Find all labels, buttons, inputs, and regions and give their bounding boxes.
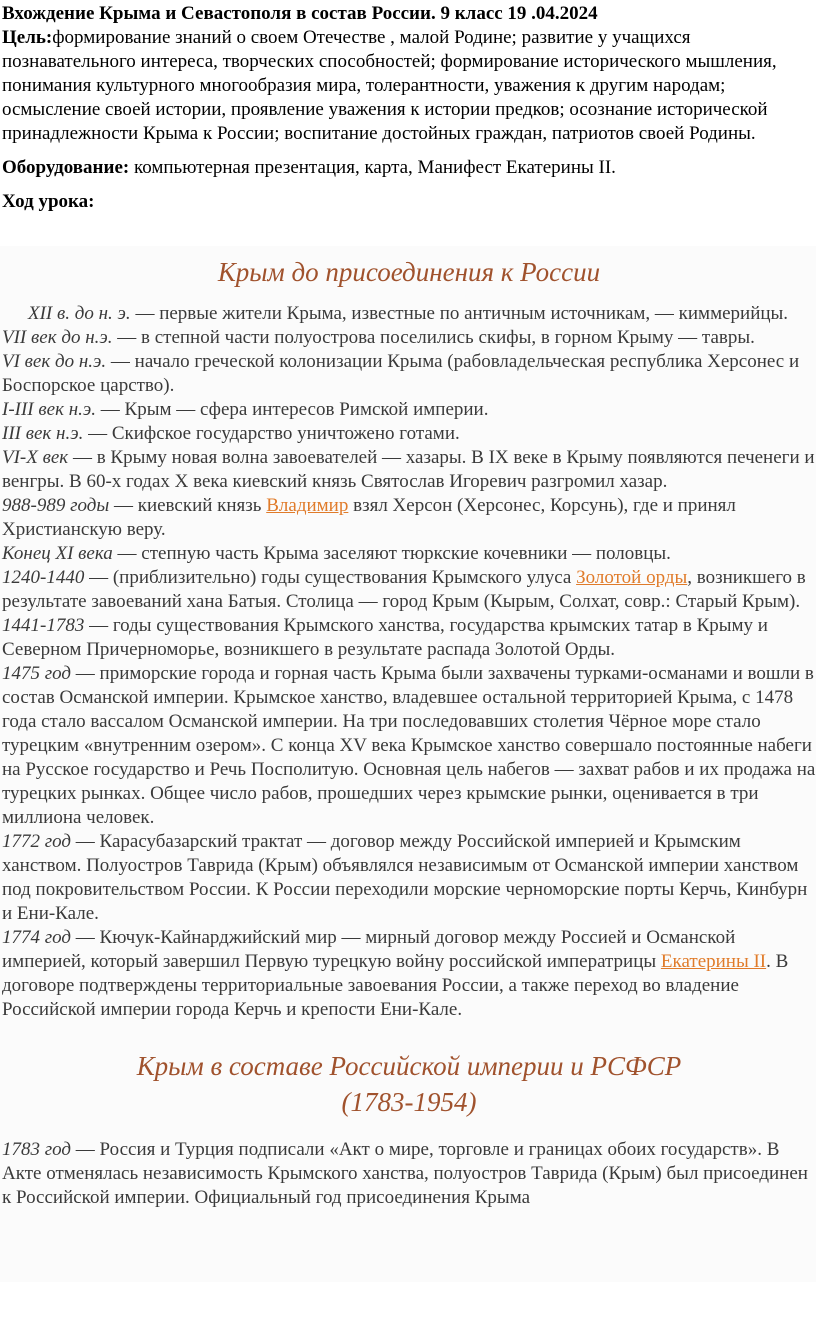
entry-text: — (приблизительно) годы существования Крымского улуса xyxy=(84,567,577,588)
entry-date: 1475 год xyxy=(2,663,72,684)
entry-text: — Крым — сфера интересов Римской империи. xyxy=(96,399,489,420)
timeline-entry xyxy=(2,614,816,662)
entry-date: XII в. до н. э. xyxy=(28,303,131,324)
timeline-section-1 xyxy=(2,302,816,1022)
lesson-header xyxy=(0,0,816,214)
section-heading-russian-empire: Крым в составе Российской империи и РСФСР xyxy=(136,1051,682,1081)
timeline-entry xyxy=(2,302,816,326)
entry-date: 988-989 годы xyxy=(2,495,110,516)
entry-text: взял Херсон (Херсонес, Корсунь), где и принял Христианскую веру. xyxy=(2,495,736,540)
entry-text: — Кючук-Кайнарджийский мир — мирный договор между Россией и Османской империей, который завершил Первую турецкую войну российской императрицы xyxy=(2,927,736,972)
entry-text: — Россия и Турция подписали «Акт о мире, торговле и границах обоих государств». В Акте отменялась независимость Крымского ханства, полуостров Таврида (Крым) был присоединен к Российской империи. Официальный год присоединения Крыма xyxy=(2,1139,808,1208)
timeline-entry xyxy=(2,350,816,398)
timeline-entry xyxy=(2,566,816,614)
link-vladimir[interactable]: Владимир xyxy=(266,495,349,516)
equipment-label: Оборудование: xyxy=(2,157,130,178)
entry-date: III век н.э. xyxy=(2,423,84,444)
entry-date: VI-X век xyxy=(2,447,69,468)
timeline-entry xyxy=(2,398,816,422)
timeline-entry xyxy=(2,446,816,494)
timeline-entry xyxy=(2,326,816,350)
timeline-entry xyxy=(2,542,816,566)
entry-date: VII век до н.э. xyxy=(2,327,113,348)
equipment-text: компьютерная презентация, карта, Манифест Екатерины II. xyxy=(129,157,616,178)
entry-text: — степную часть Крыма заселяют тюркские кочевники — половцы. xyxy=(112,543,671,564)
entry-date: Конец XI века xyxy=(2,543,113,564)
timeline-entry xyxy=(2,422,816,446)
entry-text: — Скифское государство уничтожено готами. xyxy=(83,423,460,444)
entry-text: , возникшего в результате завоеваний хана Батыя. Столица — город Крым (Кырым, Солхат, совр.: Старый Крым). xyxy=(2,567,806,612)
section-heading-years: (1783-1954) xyxy=(341,1087,477,1117)
entry-text: — Карасубазарский трактат — договор между Российской империей и Крымским ханством. Полуостров Таврида (Крым) объявлялся независимым от Османской империи ханством под покровительством России. К России переходили морские черноморские порты Керчь, Кинбурн и Ени-Кале. xyxy=(2,831,808,924)
entry-date: 1783 год xyxy=(2,1139,72,1160)
lesson-equipment xyxy=(2,156,816,180)
entry-text: — начало греческой колонизации Крыма (рабовладельческая республика Херсонес и Боспорское царство). xyxy=(2,351,800,396)
goal-text: формирование знаний о своем Отечестве , малой Родине; развитие у учащихся познавательного интереса, творческих способностей; формирование исторического мышления, понимания культурного многообразия мира, толерантности, уважения к другим народам; осмысление своей истории, проявление уважения к истории предков; осознание исторической принадлежности Крыма к России; воспитание достойных граждан, патриотов своей Родины. xyxy=(2,27,777,144)
section-heading-before-russia: Крым до присоединения к России xyxy=(217,257,601,287)
entry-date: 1441-1783 xyxy=(2,615,85,636)
entry-date: VI век до н.э. xyxy=(2,351,107,372)
link-golden-horde[interactable]: Золотой орды xyxy=(576,567,688,588)
entry-text: — киевский князь xyxy=(109,495,267,516)
goal-label: Цель: xyxy=(2,27,53,48)
entry-text: — первые жители Крыма, известные по античным источникам, — киммерийцы. xyxy=(130,303,789,324)
timeline-entry xyxy=(2,662,816,830)
entry-date: 1774 год xyxy=(2,927,72,948)
entry-date: 1240-1440 xyxy=(2,567,85,588)
timeline-section-2 xyxy=(2,1138,816,1210)
entry-text: — в степной части полуострова поселились скифы, в горном Крыму — тавры. xyxy=(112,327,755,348)
timeline-entry xyxy=(2,494,816,542)
entry-text: — в Крыму новая волна завоевателей — хазары. В IX веке в Крыму появляются печенеги и венгры. В 60-х годах X века киевский князь Святослав Игоревич разгромил хазар. xyxy=(2,447,815,492)
entry-text: . В договоре подтверждены территориальные завоевания России, а также переход во владение Российской империи города Керчь и крепости Ени-Кале. xyxy=(2,951,789,1020)
entry-date: I-III век н.э. xyxy=(2,399,97,420)
lesson-plan-label: Ход урока: xyxy=(2,191,95,212)
lesson-goal xyxy=(2,26,816,146)
entry-text: — приморские города и горная часть Крыма были захвачены турками-османами и вошли в состав Османской империи. Крымское ханство, владевшее остальной территорией Крыма, с 1478 года стало вассалом Османской империи. На три последовавших столетия Чёрное море стало турецким «внутренним озером». С конца XV века Крымское ханство совершало постоянные набеги на Русское государство и Речь Посполитую. Основная цель набегов — захват рабов и их продажа на турецких рынках. Общее число рабов, прошедших через крымские рынки, оценивается в три миллиона человек. xyxy=(2,663,816,828)
link-catherine-ii[interactable]: Екатерины II xyxy=(660,951,767,972)
timeline-entry xyxy=(2,1138,816,1210)
history-article xyxy=(0,246,816,1282)
entry-date: 1772 год xyxy=(2,831,72,852)
lesson-title: Вхождение Крыма и Севастополя в состав России. 9 класс 19 .04.2024 xyxy=(2,3,598,24)
entry-text: — годы существования Крымского ханства, государства крымских татар в Крыму и Северном Причерноморье, возникшего в результате распада Золотой Орды. xyxy=(2,615,768,660)
timeline-entry xyxy=(2,830,816,926)
timeline-entry xyxy=(2,926,816,1022)
